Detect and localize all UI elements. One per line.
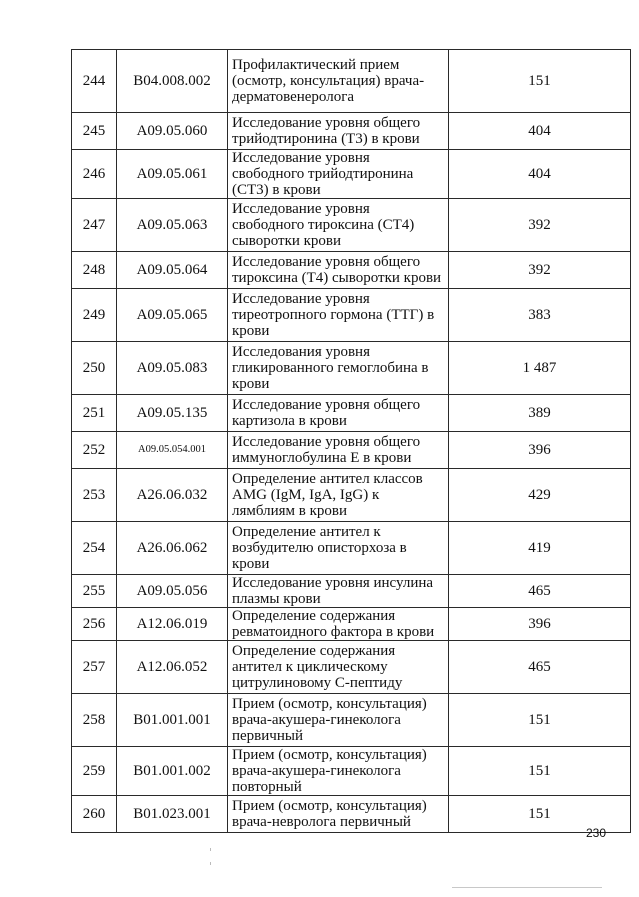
table-row xyxy=(72,432,631,469)
table-row xyxy=(72,641,631,694)
service-price: 151 xyxy=(449,747,631,796)
service-code: A09.05.061 xyxy=(117,150,228,199)
service-code: A09.05.060 xyxy=(117,113,228,150)
row-number: 259 xyxy=(72,747,117,796)
service-name: Определение антител к возбудителю описторхоза в крови xyxy=(228,522,449,575)
service-code: A09.05.135 xyxy=(117,395,228,432)
row-number: 244 xyxy=(72,50,117,113)
row-number: 249 xyxy=(72,289,117,342)
table-row xyxy=(72,342,631,395)
service-price: 404 xyxy=(449,113,631,150)
service-code: B04.008.002 xyxy=(117,50,228,113)
service-name: Прием (осмотр, консультация) врача-невролога первичный xyxy=(228,796,449,833)
table-row xyxy=(72,575,631,608)
service-name: Прием (осмотр, консультация) врача-акушера-гинеколога повторный xyxy=(228,747,449,796)
service-price: 404 xyxy=(449,150,631,199)
service-price: 389 xyxy=(449,395,631,432)
row-number: 245 xyxy=(72,113,117,150)
row-number: 257 xyxy=(72,641,117,694)
service-name: Определение антител классов AMG (IgM, IgA, IgG) к лямблиям в крови xyxy=(228,469,449,522)
service-code: A09.05.065 xyxy=(117,289,228,342)
page-number: 230 xyxy=(586,826,607,840)
service-price: 151 xyxy=(449,50,631,113)
service-price: 465 xyxy=(449,641,631,694)
scan-artifact-line xyxy=(452,887,602,888)
service-code: B01.001.002 xyxy=(117,747,228,796)
service-code: A26.06.032 xyxy=(117,469,228,522)
table-row xyxy=(72,289,631,342)
row-number: 258 xyxy=(72,694,117,747)
service-code: A09.05.054.001 xyxy=(117,432,228,469)
service-code: B01.001.001 xyxy=(117,694,228,747)
table-row xyxy=(72,469,631,522)
scan-artifact-dot xyxy=(210,848,211,851)
table-row xyxy=(72,522,631,575)
service-price: 392 xyxy=(449,199,631,252)
table-row xyxy=(72,199,631,252)
service-price: 429 xyxy=(449,469,631,522)
table-row xyxy=(72,694,631,747)
service-price: 465 xyxy=(449,575,631,608)
service-name: Исследование уровня свободного тироксина (СТ4) сыворотки крови xyxy=(228,199,449,252)
services-price-table xyxy=(71,49,631,833)
service-code: A09.05.083 xyxy=(117,342,228,395)
service-price: 392 xyxy=(449,252,631,289)
row-number: 251 xyxy=(72,395,117,432)
row-number: 256 xyxy=(72,608,117,641)
row-number: 254 xyxy=(72,522,117,575)
scan-artifact-dot xyxy=(210,862,211,865)
service-name: Исследование уровня общего иммуноглобулина Е в крови xyxy=(228,432,449,469)
service-name: Исследование уровня общего трийодтиронина (Т3) в крови xyxy=(228,113,449,150)
service-name: Исследование уровня общего тироксина (Т4) сыворотки крови xyxy=(228,252,449,289)
row-number: 248 xyxy=(72,252,117,289)
service-name: Исследование уровня тиреотропного гормона (ТТГ) в крови xyxy=(228,289,449,342)
service-code: A12.06.019 xyxy=(117,608,228,641)
service-name: Исследование уровня инсулина плазмы крови xyxy=(228,575,449,608)
service-price: 151 xyxy=(449,694,631,747)
service-price: 151 xyxy=(449,796,631,833)
row-number: 247 xyxy=(72,199,117,252)
row-number: 252 xyxy=(72,432,117,469)
table-row xyxy=(72,608,631,641)
table-row xyxy=(72,50,631,113)
service-name: Исследования уровня гликированного гемоглобина в крови xyxy=(228,342,449,395)
service-name: Исследование уровня общего картизола в крови xyxy=(228,395,449,432)
row-number: 255 xyxy=(72,575,117,608)
service-code: A09.05.056 xyxy=(117,575,228,608)
service-code: B01.023.001 xyxy=(117,796,228,833)
service-code: A26.06.062 xyxy=(117,522,228,575)
table-row xyxy=(72,113,631,150)
row-number: 253 xyxy=(72,469,117,522)
table-row xyxy=(72,395,631,432)
service-code: A09.05.064 xyxy=(117,252,228,289)
table-row xyxy=(72,150,631,199)
service-price: 419 xyxy=(449,522,631,575)
service-name: Определение содержания антител к циклическому цитрулиновому С-пептиду xyxy=(228,641,449,694)
table-row xyxy=(72,747,631,796)
service-code: A12.06.052 xyxy=(117,641,228,694)
row-number: 250 xyxy=(72,342,117,395)
table-row xyxy=(72,796,631,833)
table-row xyxy=(72,252,631,289)
service-name: Исследование уровня свободного трийодтиронина (СТ3) в крови xyxy=(228,150,449,199)
table-body xyxy=(72,50,631,833)
service-name: Профилактический прием (осмотр, консультация) врача-дерматовенеролога xyxy=(228,50,449,113)
row-number: 246 xyxy=(72,150,117,199)
service-name: Определение содержания ревматоидного фактора в крови xyxy=(228,608,449,641)
service-price: 383 xyxy=(449,289,631,342)
service-price: 1 487 xyxy=(449,342,631,395)
service-price: 396 xyxy=(449,432,631,469)
service-price: 396 xyxy=(449,608,631,641)
service-code: A09.05.063 xyxy=(117,199,228,252)
row-number: 260 xyxy=(72,796,117,833)
service-name: Прием (осмотр, консультация) врача-акушера-гинеколога первичный xyxy=(228,694,449,747)
